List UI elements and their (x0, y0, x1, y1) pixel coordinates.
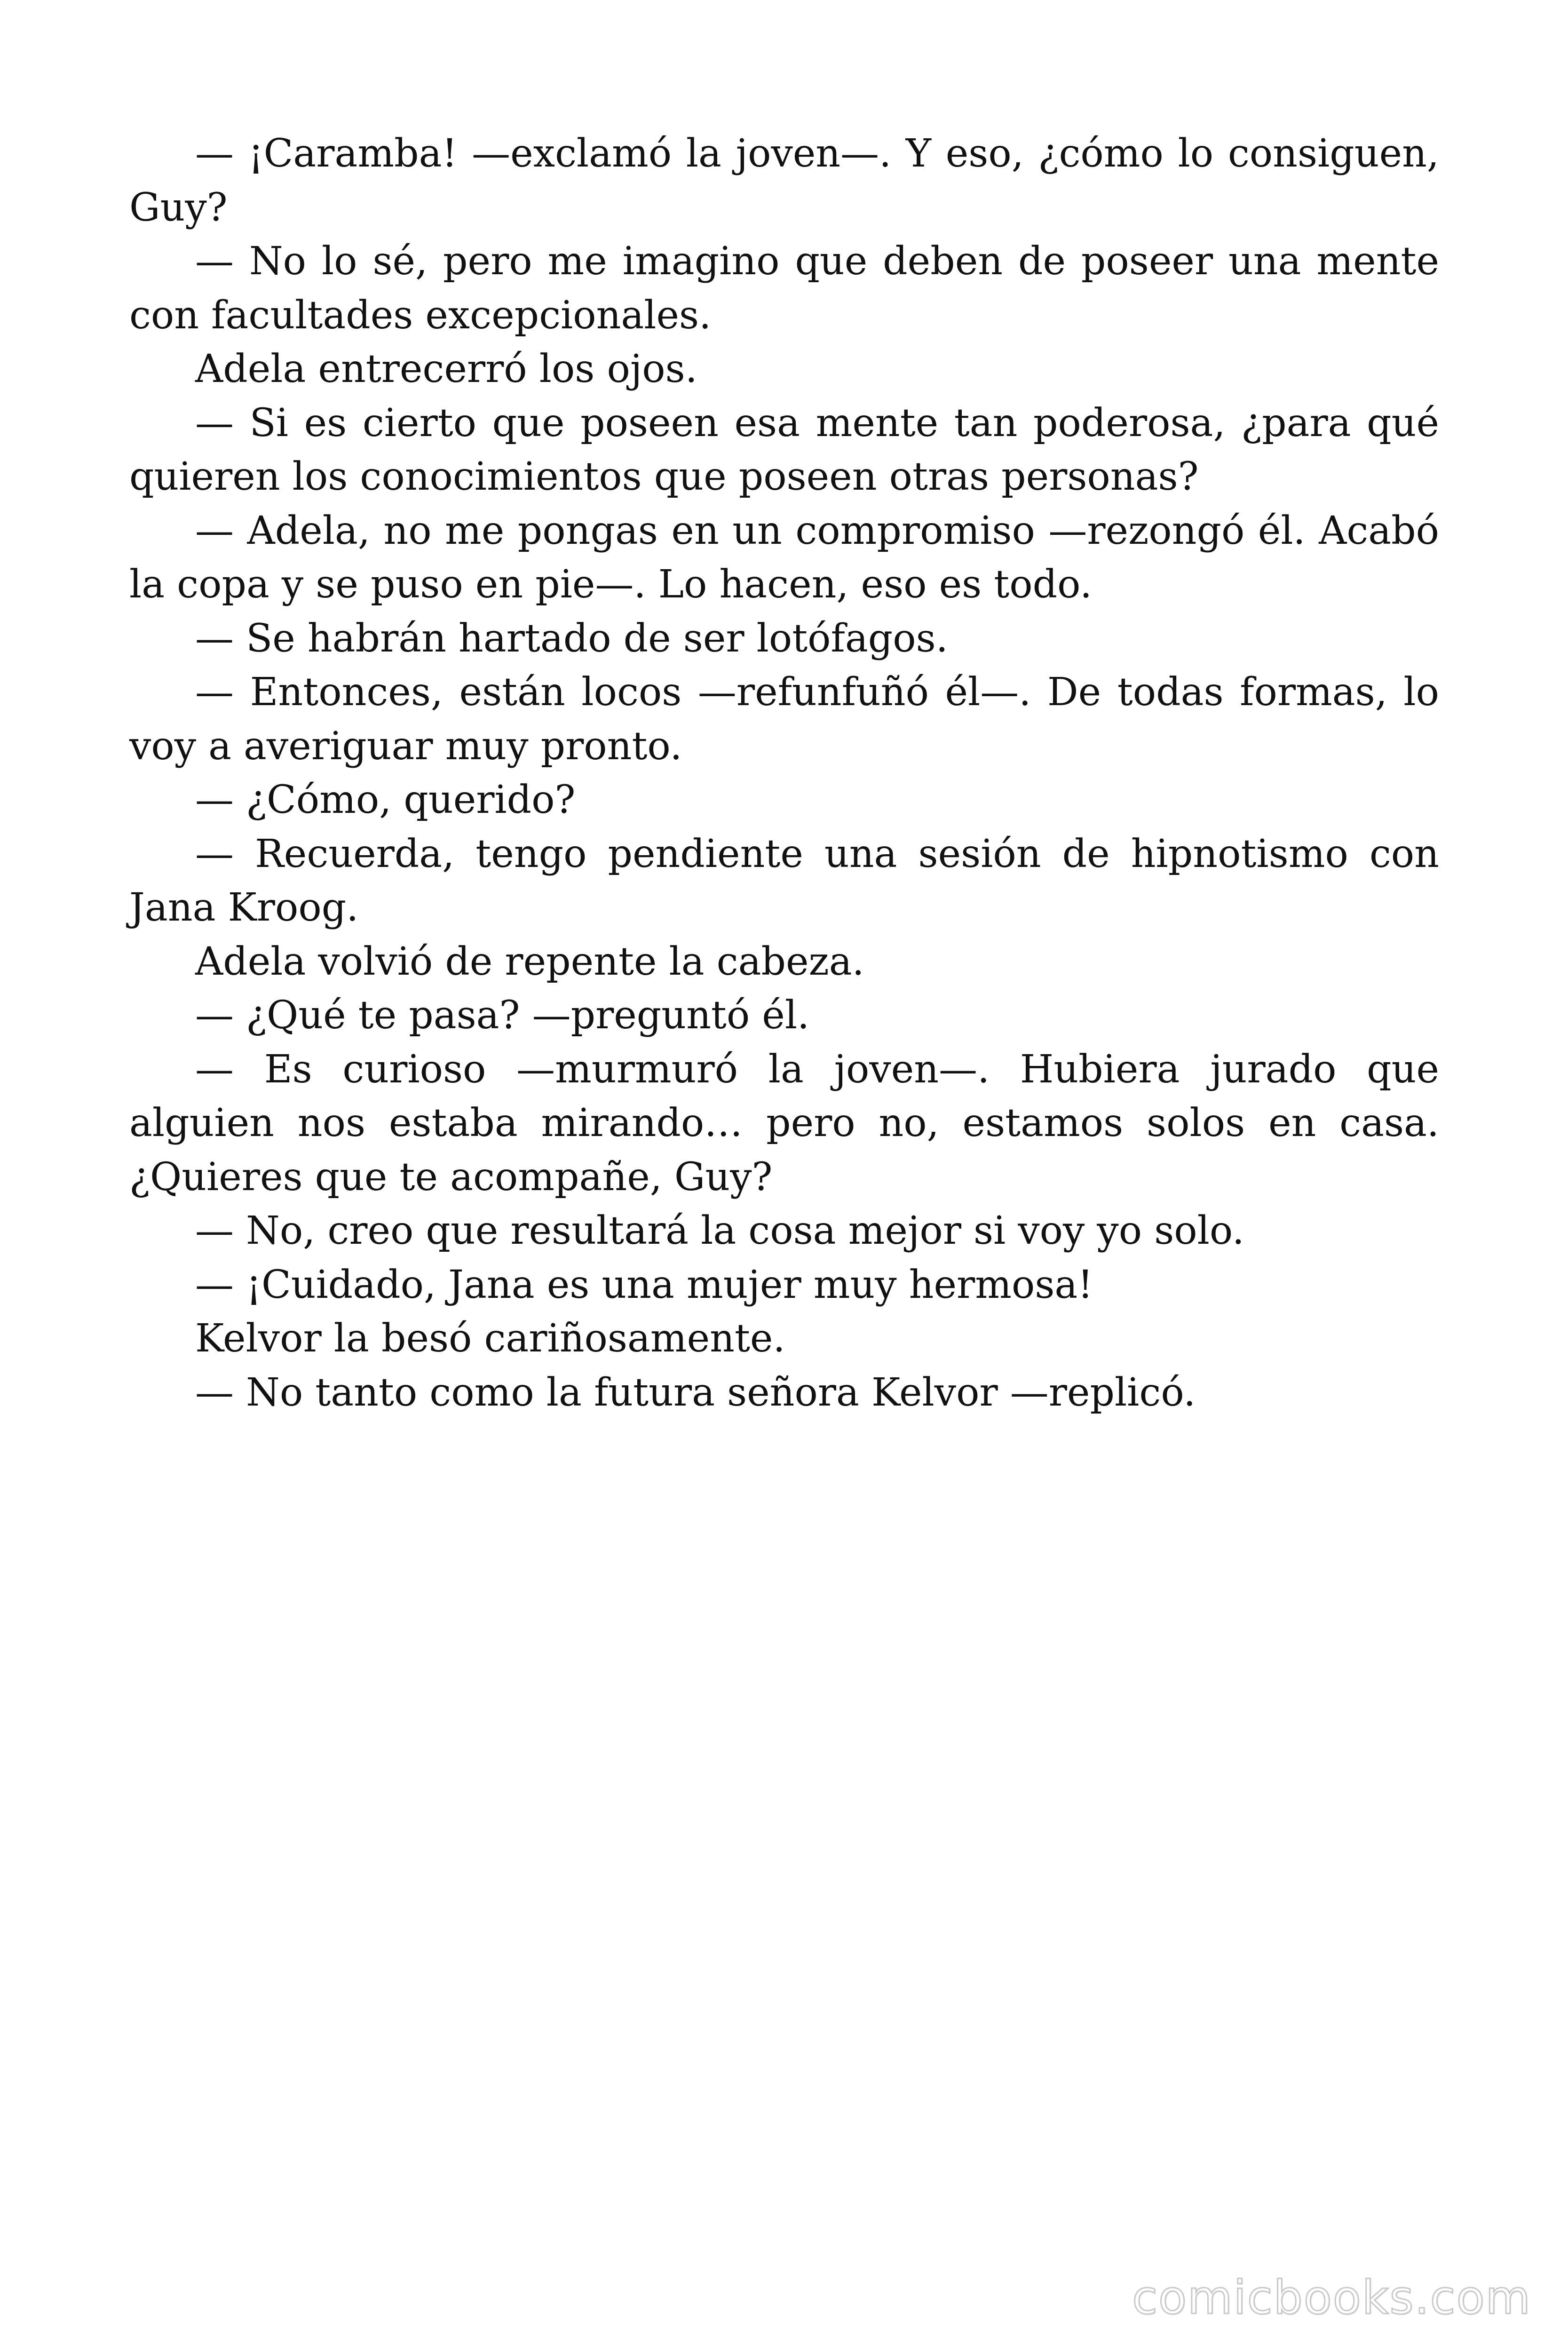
paragraph: — No, creo que resultará la cosa mejor si voy yo solo. (195, 1208, 1244, 1253)
paragraph: — Adela, no me pongas en un compromiso —rezongó él. Acabó la copa y se puso en pie—. Lo hacen, eso es todo. (129, 508, 1439, 607)
watermark: comicbooks.com (1132, 2271, 1531, 2325)
paragraph: — ¿Qué te pasa? —preguntó él. (195, 993, 810, 1038)
paragraph: — Recuerda, tengo pendiente una sesión de hipnotismo con Jana Kroog. (129, 831, 1439, 930)
paragraph: Kelvor la besó cariñosamente. (195, 1316, 785, 1361)
paragraph: — No lo sé, pero me imagino que deben de poseer una mente con facultades excepcionales. (129, 239, 1439, 338)
paragraph: — Se habrán hartado de ser lotófagos. (195, 616, 948, 661)
paragraph: Adela entrecerró los ojos. (195, 347, 697, 391)
paragraph: — Es curioso —murmuró la joven—. Hubiera jurado que alguien nos estaba mirando… pero no, estamos solos en casa. ¿Quieres que te acompañe, Guy? (129, 1047, 1439, 1200)
paragraph: — Entonces, están locos —refunfuñó él—. De todas formas, lo voy a averiguar muy pronto. (129, 670, 1439, 769)
body-text (129, 127, 1439, 1420)
paragraph: — ¡Caramba! —exclamó la joven—. Y eso, ¿cómo lo consiguen, Guy? (129, 131, 1439, 230)
paragraph: Adela volvió de repente la cabeza. (195, 939, 864, 984)
paragraph: — ¡Cuidado, Jana es una mujer muy hermosa! (195, 1262, 1093, 1307)
paragraph: — No tanto como la futura señora Kelvor —replicó. (195, 1370, 1196, 1415)
paragraph: — Si es cierto que poseen esa mente tan poderosa, ¿para qué quieren los conocimientos que poseen otras personas? (129, 400, 1439, 499)
paragraph: — ¿Cómo, querido? (195, 778, 576, 822)
